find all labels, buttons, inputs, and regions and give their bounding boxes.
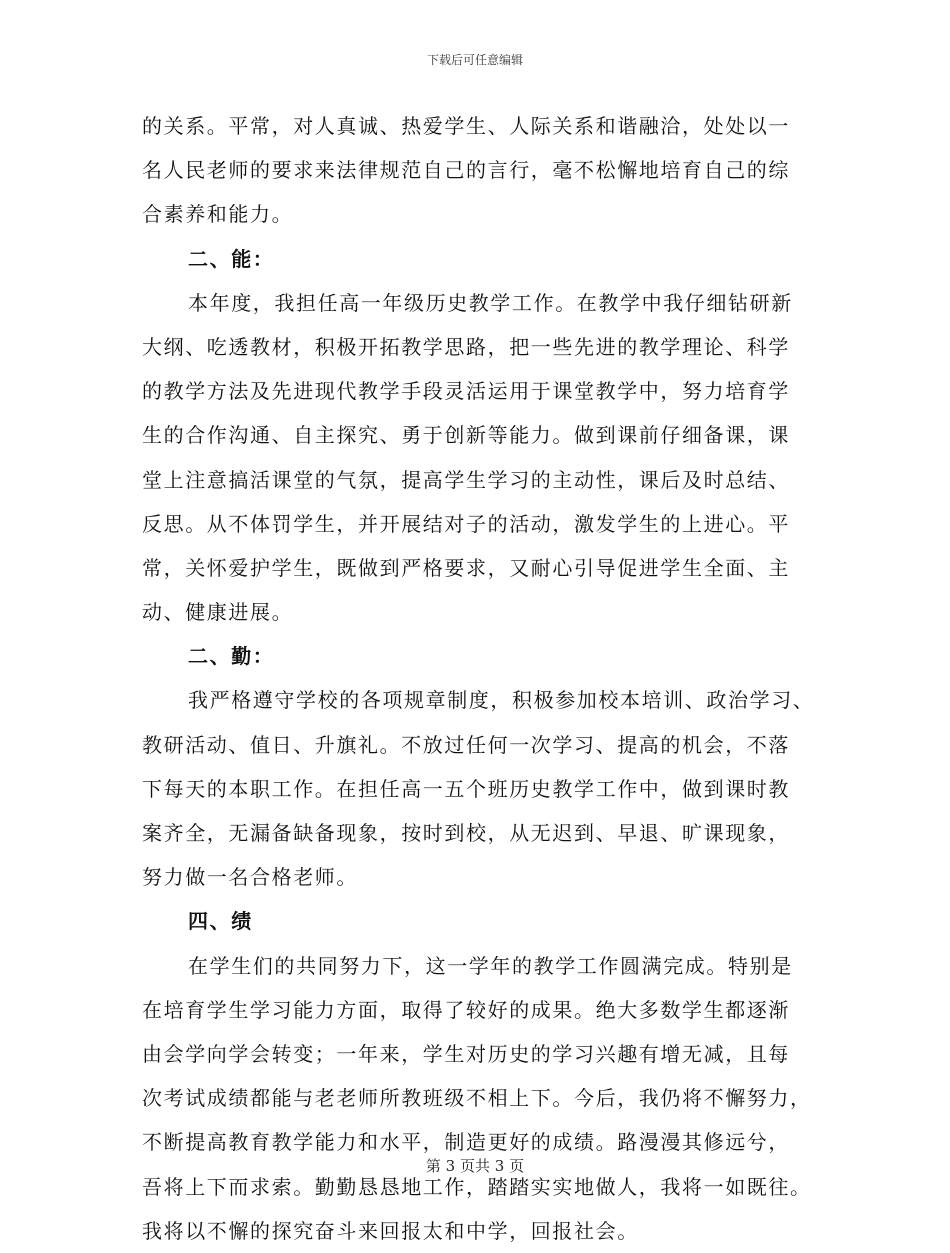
page-header: 下载后可任意编辑 <box>426 53 523 67</box>
paragraph-line: 案齐全，无漏备缺备现象，按时到校，从无迟到、早退、旷课现象， <box>142 821 790 845</box>
paragraph-line: 教研活动、值日、升旗礼。不放过任何一次学习、提高的机会，不落 <box>142 732 790 757</box>
paragraph-line: 常，关怀爱护学生，既做到严格要求，又耐心引导促进学生全面、主 <box>142 555 790 580</box>
paragraph-line: 我将以不懈的探究奋斗来回报太和中学，回报社会。 <box>142 1218 639 1243</box>
document-body <box>142 104 822 1253</box>
paragraph-line: 在培育学生学习能力方面，取得了较好的成果。绝大多数学生都逐渐 <box>142 997 790 1022</box>
paragraph-line: 大纲、吃透教材，积极开拓教学思路，把一些先进的教学理论、科学 <box>142 334 790 359</box>
section-heading: 二、勤： <box>188 644 275 669</box>
paragraph-line: 下每天的本职工作。在担任高一五个班历史教学工作中，做到课时教 <box>142 776 790 801</box>
paragraph-line: 反思。从不体罚学生，并开展结对子的活动，激发学生的上进心。平 <box>142 511 790 536</box>
paragraph-line: 努力做一名合格老师。 <box>142 865 358 890</box>
section-heading: 四、绩 <box>188 909 253 934</box>
paragraph-line: 本年度，我担任高一年级历史教学工作。在教学中我仔细钻研新 <box>188 290 793 315</box>
paragraph-line: 我严格遵守学校的各项规章制度，积极参加校本培训、政治学习、 <box>188 688 815 713</box>
paragraph-line: 在学生们的共同努力下，这一学年的教学工作圆满完成。特别是 <box>188 953 793 978</box>
paragraph-line: 动、健康进展。 <box>142 600 294 625</box>
paragraph-line: 的关系。平常，对人真诚、热爱学生、人际关系和谐融洽，处处以一 <box>142 114 790 138</box>
paragraph-line: 次考试成绩都能与老老师所教班级不相上下。今后，我仍将不懈努力， <box>142 1086 812 1111</box>
page-footer: 第 3 页共 3 页 <box>425 1157 525 1175</box>
paragraph-line: 的教学方法及先进现代教学手段灵活运用于课堂教学中，努力培育学 <box>142 379 790 404</box>
paragraph-line: 合素养和能力。 <box>142 202 294 227</box>
section-heading: 二、能： <box>188 246 275 271</box>
paragraph-line: 生的合作沟通、自主探究、勇于创新等能力。做到课前仔细备课，课 <box>142 423 790 448</box>
paragraph-line: 吾将上下而求索。勤勤恳恳地工作，踏踏实实地做人，我将一如既往。 <box>142 1174 812 1199</box>
paragraph-line: 不断提高教育教学能力和水平，制造更好的成绩。路漫漫其修远兮， <box>142 1130 790 1155</box>
paragraph-line: 堂上注意搞活课堂的气氛，提高学生学习的主动性，课后及时总结、 <box>142 467 790 492</box>
paragraph-line: 由会学向学会转变；一年来，学生对历史的学习兴趣有增无减，且每 <box>142 1041 790 1066</box>
paragraph-line: 名人民老师的要求来法律规范自己的言行，毫不松懈地培育自己的综 <box>142 158 790 183</box>
